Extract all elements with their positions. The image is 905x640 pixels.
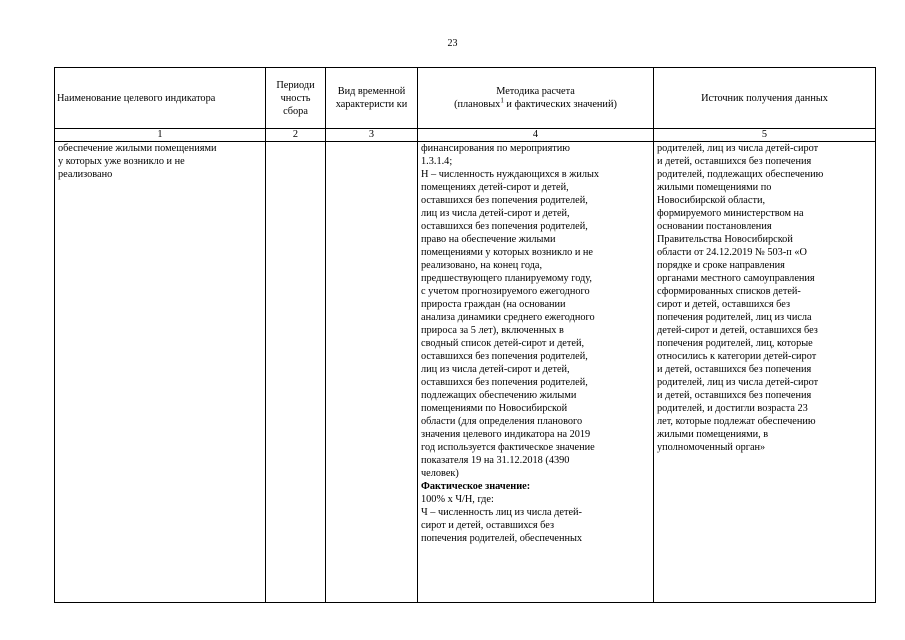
text-line: лет, которые подлежат обеспечению [657, 416, 816, 427]
text-line: реализовано [58, 169, 113, 180]
text-line: предшествующего планируемому году, [421, 273, 592, 284]
text-line: основании постановления [657, 221, 772, 232]
text-line: 1.3.1.4; [421, 156, 453, 167]
indicator-table [54, 67, 876, 603]
header-method-line2-pre: (плановых [454, 99, 501, 110]
text-line: и детей, оставшихся без попечения [657, 364, 812, 375]
header-periodicity: Периоди чность сбора [266, 68, 326, 129]
header-row [55, 68, 876, 129]
column-number: 3 [326, 129, 418, 142]
text-line: 100% х Ч/Н, где: [421, 494, 494, 505]
text-line: значения целевого индикатора на 2019 [421, 429, 591, 440]
text-line: жилыми помещениями по [657, 182, 772, 193]
text-line: лиц из числа детей-сирот и детей, [421, 208, 570, 219]
column-number: 5 [654, 129, 876, 142]
text-line: попечения родителей, лиц, которые [657, 338, 813, 349]
text-line: жилыми помещениями, в [657, 429, 769, 440]
text-line: реализовано, на конец года, [421, 260, 543, 271]
text-line: право на обеспечение жилыми [421, 234, 556, 245]
column-number-row [55, 129, 876, 142]
text-line: анализа динамики среднего ежегодного [421, 312, 595, 323]
footnote-marker: 1 [500, 96, 504, 105]
data-source-cell [654, 142, 876, 603]
indicator-name-cell [55, 142, 266, 603]
text-line: помещениях детей-сирот и детей, [421, 182, 569, 193]
header-time-characteristic: Вид временной характеристи ки [326, 68, 418, 129]
text-line: и детей, оставшихся без попечения [657, 156, 812, 167]
header-data-source: Источник получения данных [654, 68, 876, 129]
text-line: оставшихся без попечения родителей, [421, 195, 588, 206]
text-line: с учетом прогнозируемого ежегодного [421, 286, 590, 297]
text-line: относились к категории детей-сирот [657, 351, 817, 362]
header-method-line1: Методика расчета [496, 86, 575, 97]
text-line: сирот и детей, оставшихся без [421, 520, 555, 531]
text-line: прироста граждан (на основании [421, 299, 566, 310]
column-number: 1 [55, 129, 266, 142]
text-line: помещениями у которых возникло и не [421, 247, 593, 258]
text-line: области от 24.12.2019 № 503-п «О [657, 247, 807, 258]
header-method-line2-post: и фактических значений) [503, 99, 617, 110]
text-line: показателя 19 на 31.12.2018 (4390 [421, 455, 570, 466]
text-line: обеспечение жилыми помещениями [58, 143, 217, 154]
text-line: попечения родителей, лиц из числа [657, 312, 812, 323]
text-line: области (для определения планового [421, 416, 583, 427]
text-line: прироса за 5 лет), включенных в [421, 325, 564, 336]
text-line: Правительства Новосибирской [657, 234, 793, 245]
actual-value-heading: Фактическое значение: [421, 481, 531, 492]
column-number: 2 [266, 129, 326, 142]
text-line: год используется фактическое значение [421, 442, 595, 453]
text-line: детей-сирот и детей, оставшихся без [657, 325, 818, 336]
text-line: попечения родителей, обеспеченных [421, 533, 583, 544]
text-line: Ч – численность лиц из числа детей- [421, 507, 582, 518]
text-line: родителей, лиц из числа детей-сирот [657, 143, 819, 154]
text-line: формируемого министерством на [657, 208, 804, 219]
text-line: и детей, оставшихся без попечения [657, 390, 812, 401]
text-line: органами местного самоуправления [657, 273, 815, 284]
text-line: уполномоченный орган» [657, 442, 766, 453]
text-line: Новосибирской области, [657, 195, 766, 206]
page-number: 23 [447, 38, 458, 49]
text-line: родителей, и достигли возраста 23 [657, 403, 808, 414]
column-number: 4 [418, 129, 654, 142]
text-line: оставшихся без попечения родителей, [421, 377, 588, 388]
calculation-method-cell [418, 142, 654, 603]
text-line: оставшихся без попечения родителей, [421, 351, 588, 362]
text-line: у которых уже возникло и не [58, 156, 185, 167]
text-line: помещениями по Новосибирской [421, 403, 568, 414]
text-line: человек) [421, 468, 459, 479]
text-line: родителей, лиц из числа детей-сирот [657, 377, 819, 388]
text-line: сформированных списков детей- [657, 286, 801, 297]
text-line: подлежащих обеспечению жилыми [421, 390, 577, 401]
text-line: порядке и сроке направления [657, 260, 785, 271]
text-line: оставшихся без попечения родителей, [421, 221, 588, 232]
time-characteristic-cell [326, 142, 418, 603]
header-calculation-method [418, 68, 654, 129]
text-line: лиц из числа детей-сирот и детей, [421, 364, 570, 375]
text-line: родителей, подлежащих обеспечению [657, 169, 824, 180]
text-line: сирот и детей, оставшихся без [657, 299, 791, 310]
text-line: Н – численность нуждающихся в жилых [421, 169, 600, 180]
header-indicator-name: Наименование целевого индикатора [55, 68, 266, 129]
text-line: финансирования по мероприятию [421, 143, 571, 154]
table-row [55, 142, 876, 603]
text-line: сводный список детей-сирот и детей, [421, 338, 585, 349]
periodicity-cell [266, 142, 326, 603]
